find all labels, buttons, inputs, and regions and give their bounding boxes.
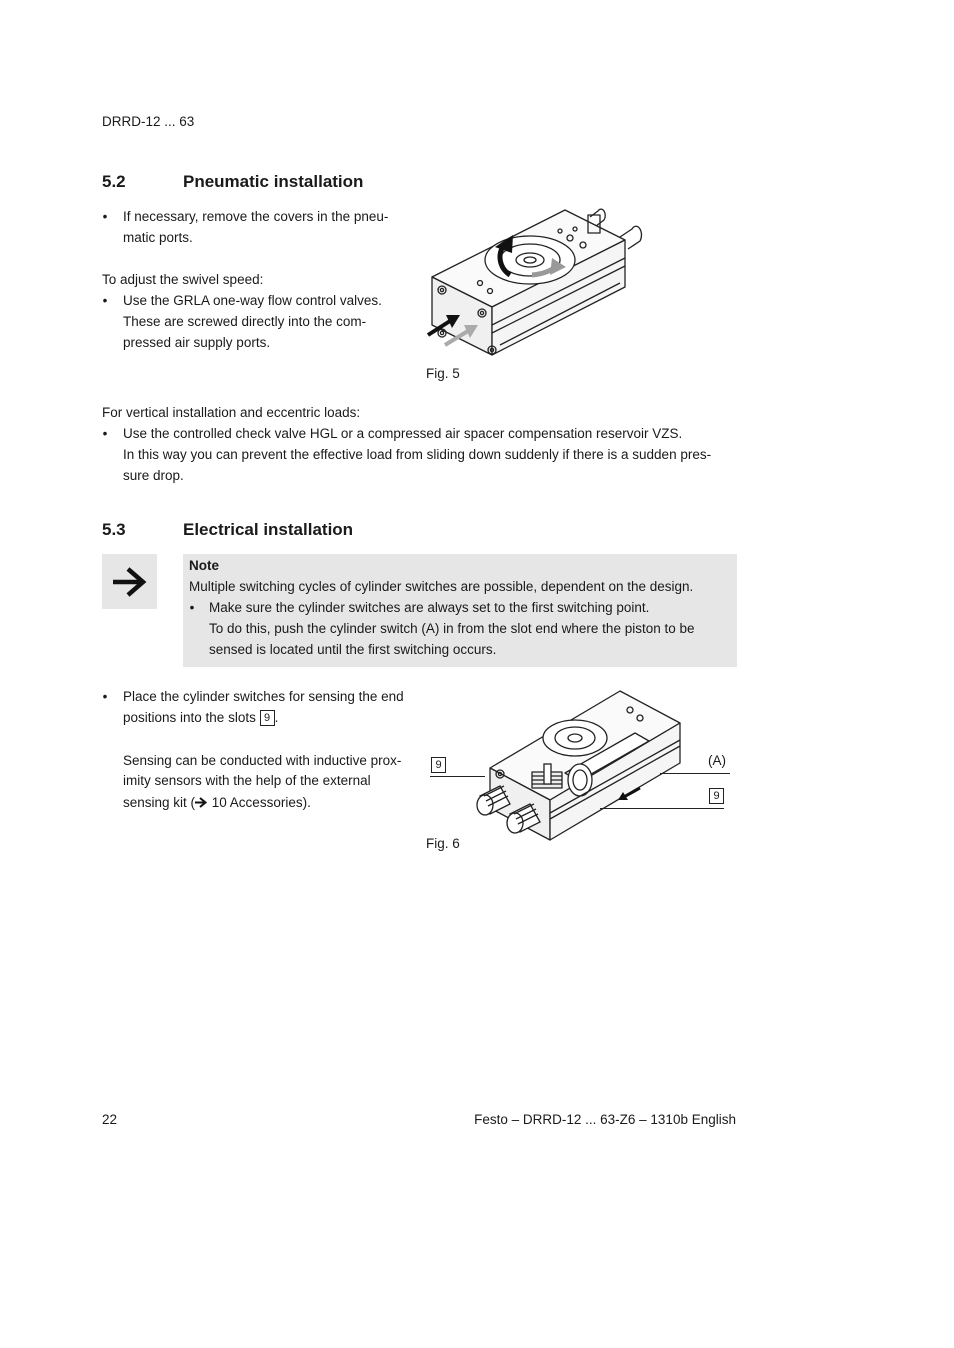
document-code: DRRD-12 ... 63	[102, 114, 195, 129]
callout-line	[600, 808, 724, 809]
callout-line	[660, 773, 730, 774]
figure-caption: Fig. 5	[426, 366, 460, 381]
bullet-dot: •	[189, 600, 195, 615]
section-number: 5.2	[102, 172, 126, 191]
paragraph: For vertical installation and eccentric loads:	[102, 405, 361, 420]
note-icon-box	[102, 554, 157, 609]
paragraph: To adjust the swivel speed:	[102, 272, 264, 287]
callout-line	[430, 776, 485, 777]
bullet-text: Use the controlled check valve HGL or a compressed air spacer compensation reservoir VZS.	[123, 426, 683, 441]
bullet-dot: •	[102, 293, 108, 308]
figure-caption: Fig. 6	[426, 836, 460, 851]
slot-callout-label: 9	[431, 757, 446, 773]
section-title: Electrical installation	[183, 520, 354, 539]
paragraph	[123, 792, 311, 813]
paragraph-part: 10 Accessories).	[208, 795, 311, 810]
bullet-dot: •	[102, 689, 108, 704]
bullet-text: If necessary, remove the covers in the pneu-	[123, 209, 389, 224]
page-number: 22	[102, 1112, 118, 1127]
bullet-text: Place the cylinder switches for sensing the end	[123, 689, 404, 704]
bullet-text: In this way you can prevent the effective load from sliding down suddenly if there is a sudden pres-	[123, 447, 712, 462]
section-number: 5.3	[102, 520, 126, 539]
note-bullet-text: sensed is located until the first switching occurs.	[209, 642, 497, 657]
arrow-right-icon	[195, 797, 208, 808]
rotary-drive-figure-5	[420, 205, 650, 370]
slot-reference-box: 9	[260, 710, 275, 726]
bullet-text: These are screwed directly into the com-	[123, 314, 367, 329]
bullet-text: matic ports.	[123, 230, 193, 245]
section-title: Pneumatic installation	[183, 172, 364, 191]
footer-doc-info: Festo – DRRD-12 ... 63-Z6 – 1310b English	[474, 1112, 736, 1127]
slot-callout-label: 9	[709, 788, 724, 804]
rotary-drive-figure-6	[470, 688, 690, 848]
paragraph: Sensing can be conducted with inductive prox-	[123, 753, 402, 768]
note-text: Multiple switching cycles of cylinder switches are possible, dependent on the design.	[189, 579, 694, 594]
bullet-text	[123, 707, 278, 728]
paragraph-part: sensing kit (	[123, 795, 196, 810]
note-title: Note	[189, 558, 219, 573]
paragraph: imity sensors with the help of the external	[123, 773, 371, 788]
bullet-dot: •	[102, 426, 108, 441]
bullet-text: pressed air supply ports.	[123, 335, 271, 350]
switch-callout-label: (A)	[708, 753, 726, 768]
bullet-text: sure drop.	[123, 468, 184, 483]
bullet-text-part: .	[274, 710, 279, 725]
bullet-text: Use the GRLA one-way flow control valves.	[123, 293, 382, 308]
bullet-text-part: positions into the slots	[123, 710, 256, 725]
note-bullet-text: Make sure the cylinder switches are always set to the first switching point.	[209, 600, 650, 615]
bullet-dot: •	[102, 209, 108, 224]
note-bullet-text: To do this, push the cylinder switch (A) in from the slot end where the piston to be	[209, 621, 695, 636]
arrow-right-icon	[110, 565, 150, 599]
